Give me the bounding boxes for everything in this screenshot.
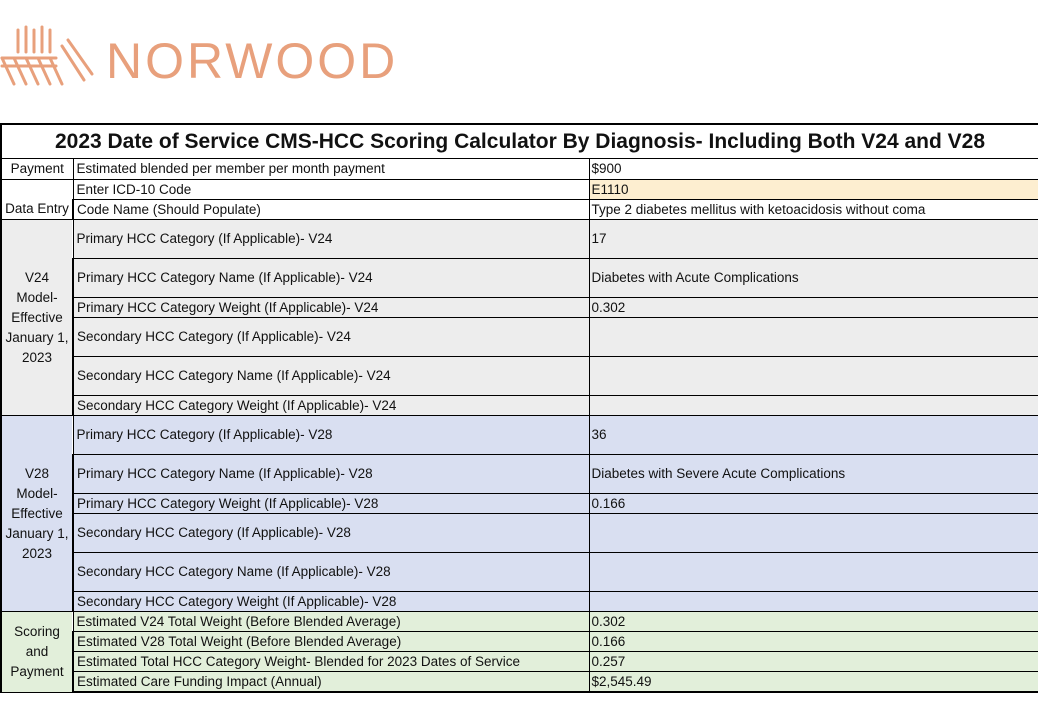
v28-secondary-hcc-weight-cell[interactable] [589, 592, 1038, 612]
icd10-code-input[interactable]: E1110 [589, 180, 1038, 200]
norwood-logo-mark-icon [0, 22, 100, 94]
v28-secondary-hcc-name-cell[interactable] [589, 553, 1038, 592]
blended-weight-cell[interactable]: 0.257 [589, 652, 1038, 672]
v24-row [1, 357, 1038, 396]
v28-primary-hcc-name-cell[interactable]: Diabetes with Severe Acute Complications [589, 455, 1038, 494]
row-label: Secondary HCC Category Weight (If Applicable)- V24 [73, 396, 589, 416]
v24-row [1, 298, 1038, 318]
data-entry-row [1, 180, 1038, 200]
section-label-v28: V28 Model- Effective January 1, 2023 [1, 416, 73, 612]
norwood-wordmark: NORWOOD [106, 33, 399, 89]
v28-row [1, 514, 1038, 553]
section-label-scoring: Scoring and Payment [1, 612, 73, 693]
row-label: Code Name (Should Populate) [73, 200, 589, 220]
row-label: Enter ICD-10 Code [73, 180, 589, 200]
row-label: Estimated Total HCC Category Weight- Blended for 2023 Dates of Service [73, 652, 589, 672]
row-label: Primary HCC Category (If Applicable)- V28 [73, 416, 589, 455]
row-label: Primary HCC Category Weight (If Applicable)- V28 [73, 494, 589, 514]
v24-row [1, 396, 1038, 416]
pmpm-payment-input[interactable]: $900 [589, 159, 1038, 180]
row-label: Estimated V28 Total Weight (Before Blended Average) [73, 632, 589, 652]
v24-primary-hcc-cell[interactable]: 17 [589, 220, 1038, 259]
row-label: Estimated blended per member per month payment [73, 159, 589, 180]
row-label: Secondary HCC Category Name (If Applicable)- V24 [73, 357, 589, 396]
v24-secondary-hcc-cell[interactable] [589, 318, 1038, 357]
row-label: Secondary HCC Category (If Applicable)- V28 [73, 514, 589, 553]
row-label: Secondary HCC Category Name (If Applicable)- V28 [73, 553, 589, 592]
row-label: Estimated V24 Total Weight (Before Blended Average) [73, 612, 589, 632]
care-funding-impact-cell[interactable]: $2,545.49 [589, 672, 1038, 693]
code-name-cell[interactable]: Type 2 diabetes mellitus with ketoacidosis without coma [589, 200, 1038, 220]
v28-row [1, 494, 1038, 514]
v28-row [1, 416, 1038, 455]
scoring-row [1, 652, 1038, 672]
row-label: Secondary HCC Category (If Applicable)- V24 [73, 318, 589, 357]
v28-row [1, 553, 1038, 592]
section-label-v24: V24 Model- Effective January 1, 2023 [1, 220, 73, 416]
row-label: Secondary HCC Category Weight (If Applicable)- V28 [73, 592, 589, 612]
row-label: Primary HCC Category (If Applicable)- V24 [73, 220, 589, 259]
v24-row [1, 318, 1038, 357]
section-label-payment: Payment [1, 159, 73, 180]
row-label: Estimated Care Funding Impact (Annual) [73, 672, 589, 693]
hcc-calculator-table [0, 123, 1038, 693]
data-entry-row [1, 200, 1038, 220]
v24-total-weight-cell[interactable]: 0.302 [589, 612, 1038, 632]
v28-row [1, 455, 1038, 494]
v24-secondary-hcc-weight-cell[interactable] [589, 396, 1038, 416]
scoring-row [1, 612, 1038, 632]
v24-row [1, 220, 1038, 259]
payment-row [1, 159, 1038, 180]
v28-total-weight-cell[interactable]: 0.166 [589, 632, 1038, 652]
v24-primary-hcc-name-cell[interactable]: Diabetes with Acute Complications [589, 259, 1038, 298]
v28-primary-hcc-cell[interactable]: 36 [589, 416, 1038, 455]
v28-row [1, 592, 1038, 612]
calculator-title: 2023 Date of Service CMS-HCC Scoring Calculator By Diagnosis- Including Both V24 and V28 [1, 124, 1038, 159]
row-label: Primary HCC Category Name (If Applicable)- V24 [73, 259, 589, 298]
scoring-row [1, 632, 1038, 652]
v24-secondary-hcc-name-cell[interactable] [589, 357, 1038, 396]
v24-row [1, 259, 1038, 298]
row-label: Primary HCC Category Weight (If Applicable)- V24 [73, 298, 589, 318]
v24-primary-hcc-weight-cell[interactable]: 0.302 [589, 298, 1038, 318]
row-label: Primary HCC Category Name (If Applicable)- V28 [73, 455, 589, 494]
scoring-row [1, 672, 1038, 693]
section-label-data-entry: Data Entry [1, 180, 73, 220]
norwood-logo [0, 22, 420, 94]
v28-primary-hcc-weight-cell[interactable]: 0.166 [589, 494, 1038, 514]
v28-secondary-hcc-cell[interactable] [589, 514, 1038, 553]
